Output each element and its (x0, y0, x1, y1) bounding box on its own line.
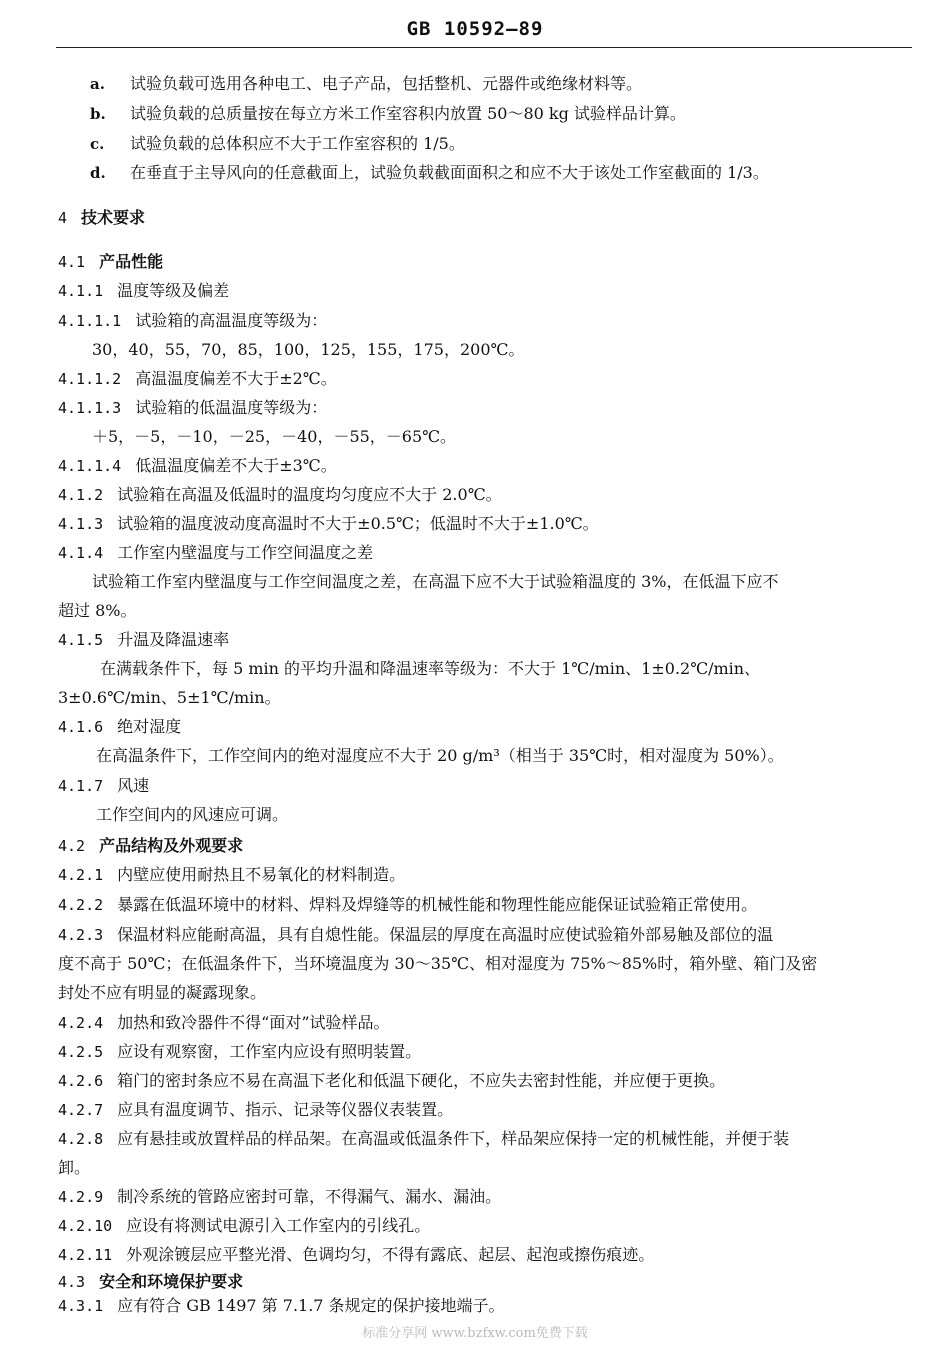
clause-text: 应设有观察窗，工作室内应设有照明装置。 (117, 1042, 422, 1061)
clause-number: 4.1.7 (58, 777, 104, 795)
clause (58, 311, 327, 331)
list-letter: b. (90, 105, 106, 123)
clause (58, 456, 337, 476)
paragraph-line: 工作空间内的风速应可调。 (96, 805, 289, 824)
clause (58, 398, 327, 418)
clause-text: 加热和致冷器件不得“面对”试验样品。 (117, 1013, 390, 1032)
clause-number: 4.2.11 (58, 1246, 113, 1264)
clause-text: 试验箱的高温温度等级为： (135, 311, 328, 330)
clause-text: 工作室内壁温度与工作空间温度之差 (117, 543, 374, 562)
clause-continuation: 30，40，55，70，85，100，125，155，175，200℃。 (92, 340, 525, 359)
section-heading (58, 836, 243, 856)
list-letter: c. (90, 135, 105, 153)
clause-number: 4.1.1 (58, 282, 104, 300)
clause (58, 1100, 453, 1120)
page-header: GB 10592—89 (406, 18, 544, 40)
list-text: 试验负载的总质量按在每立方米工作室容积内放置 50～80 kg 试验样品计算。 (130, 104, 686, 123)
list-text: 试验负载的总体积应不大于工作室容积的 1/5。 (130, 134, 465, 153)
section-heading (58, 208, 145, 228)
list-text: 试验负载可选用各种电工、电子产品，包括整机、元器件或绝缘材料等。 (130, 74, 643, 93)
clause-text: 应有符合 GB 1497 第 7.1.7 条规定的保护接地端子。 (117, 1296, 505, 1315)
clause (58, 925, 773, 945)
clause-text: 应具有温度调节、指示、记录等仪器仪表装置。 (117, 1100, 454, 1119)
section-heading (58, 1272, 243, 1292)
clause-number: 4.1.1.3 (58, 399, 122, 417)
clause-text: 低温温度偏差不大于±3℃。 (135, 456, 337, 475)
list-letter: d. (90, 164, 106, 182)
clause-text: 温度等级及偏差 (117, 281, 230, 300)
paragraph-line: 3±0.6℃/min、5±1℃/min。 (58, 688, 281, 707)
paragraph-line: 试验箱工作室内壁温度与工作空间温度之差，在高温下应不大于试验箱温度的 3%，在低温下应不 (92, 572, 779, 591)
paragraph-line: 在满载条件下，每 5 min 的平均升温和降温速率等级为：不大于 1℃/min、1±0.2℃/min、 (100, 659, 761, 678)
clause-number: 4.1.3 (58, 515, 104, 533)
clause (58, 514, 599, 534)
clause (58, 1296, 505, 1316)
clause-text: 制冷系统的管路应密封可靠，不得漏气、漏水、漏油。 (117, 1187, 502, 1206)
clause (58, 485, 502, 505)
paragraph-line: 度不高于 50℃；在低温条件下，当环境温度为 30～35℃、相对湿度为 75%～85%时，箱外壁、箱门及密 (58, 954, 818, 973)
clause-number: 4.1.1.1 (58, 312, 122, 330)
paragraph-line: 封处不应有明显的凝露现象。 (58, 983, 267, 1002)
clause-number: 4.3.1 (58, 1297, 104, 1315)
clause (58, 1013, 390, 1033)
clause-text: 保温材料应能耐高温，具有自熄性能。保温层的厚度在高温时应使试验箱外部易触及部位的温 (117, 925, 774, 944)
paragraph-line: 在高温条件下，工作空间内的绝对湿度应不大于 20 g/m³（相当于 35℃时，相对湿度为 50%）。 (96, 746, 784, 765)
section-number: 4 (58, 209, 68, 227)
clause-number: 4.1.1.4 (58, 457, 122, 475)
clause (58, 369, 337, 389)
clause-number: 4.2.4 (58, 1014, 104, 1032)
clause (58, 1042, 421, 1062)
clause (58, 717, 181, 737)
section-heading (58, 252, 163, 272)
clause-number: 4.2.6 (58, 1072, 104, 1090)
clause-number: 4.1.4 (58, 544, 104, 562)
clause-number: 4.2.5 (58, 1043, 104, 1061)
clause-text: 试验箱的温度波动度高温时不大于±0.5℃；低温时不大于±1.0℃。 (117, 514, 599, 533)
clause-text: 应有悬挂或放置样品的样品架。在高温或低温条件下，样品架应保持一定的机械性能，并便于装 (117, 1129, 790, 1148)
clause-number: 4.2.9 (58, 1188, 104, 1206)
clause (58, 776, 149, 796)
clause-text: 箱门的密封条应不易在高温下老化和低温下硬化，不应失去密封性能，并应便于更换。 (117, 1071, 726, 1090)
list-letter: a. (90, 75, 105, 93)
clause-text: 风速 (117, 776, 150, 795)
clause (58, 630, 229, 650)
section-title: 技术要求 (81, 208, 146, 227)
clause (58, 895, 757, 915)
clause-text: 内壁应使用耐热且不易氧化的材料制造。 (117, 865, 406, 884)
paragraph-line: 超过 8%。 (58, 601, 137, 620)
clause-text: 应设有将测试电源引入工作室内的引线孔。 (126, 1216, 431, 1235)
clause-text: 升温及降温速率 (117, 630, 230, 649)
clause-text: 暴露在低温环境中的材料、焊料及焊缝等的机械性能和物理性能应能保证试验箱正常使用。 (117, 895, 758, 914)
clause (58, 281, 229, 301)
clause-number: 4.1.5 (58, 631, 104, 649)
clause-continuation: ＋5，－5，－10，－25，－40，－55，－65℃。 (92, 427, 457, 446)
clause-number: 4.1.6 (58, 718, 104, 736)
section-title: 产品结构及外观要求 (99, 836, 244, 855)
clause (58, 1245, 654, 1265)
section-title: 安全和环境保护要求 (99, 1272, 244, 1291)
section-number: 4.3 (58, 1273, 86, 1291)
clause-number: 4.2.2 (58, 896, 104, 914)
clause-number: 4.2.7 (58, 1101, 104, 1119)
watermark-footer: 标准分享网 www.bzfxw.com免费下载 (362, 1326, 588, 1341)
clause-number: 4.1.2 (58, 486, 104, 504)
paragraph-line: 卸。 (58, 1158, 91, 1177)
section-title: 产品性能 (99, 252, 164, 271)
clause (58, 1216, 430, 1236)
clause (58, 1071, 725, 1091)
clause-text: 高温温度偏差不大于±2℃。 (135, 369, 337, 388)
clause-number: 4.2.10 (58, 1217, 113, 1235)
header-rule (56, 47, 912, 48)
clause (58, 543, 373, 563)
clause-number: 4.2.8 (58, 1130, 104, 1148)
clause-text: 试验箱的低温温度等级为： (135, 398, 328, 417)
clause-text: 绝对湿度 (117, 717, 182, 736)
clause (58, 865, 405, 885)
clause (58, 1187, 501, 1207)
section-number: 4.1 (58, 253, 86, 271)
clause-number: 4.2.1 (58, 866, 104, 884)
clause (58, 1129, 789, 1149)
list-text: 在垂直于主导风向的任意截面上，试验负载截面面积之和应不大于该处工作室截面的 1/3。 (130, 163, 769, 182)
clause-number: 4.2.3 (58, 926, 104, 944)
section-number: 4.2 (58, 837, 86, 855)
clause-text: 试验箱在高温及低温时的温度均匀度应不大于 2.0℃。 (117, 485, 502, 504)
clause-text: 外观涂镀层应平整光滑、色调均匀，不得有露底、起层、起泡或擦伤痕迹。 (126, 1245, 655, 1264)
clause-number: 4.1.1.2 (58, 370, 122, 388)
